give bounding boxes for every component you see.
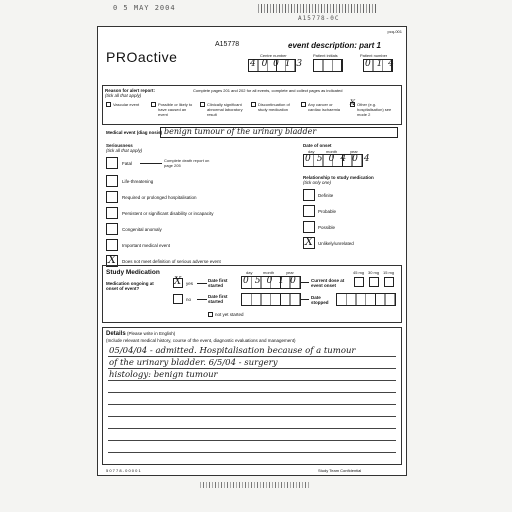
reason-label-possible: Possible or likely to have caused an event — [158, 102, 193, 117]
seriousness-sub: (tick all that apply) — [106, 148, 143, 153]
seriousness-important-box[interactable] — [106, 239, 118, 251]
reason-label-vascular: Vascular event — [113, 102, 140, 107]
relationship-definite-box[interactable] — [303, 189, 315, 201]
patient-number-label: Patient number — [360, 53, 388, 58]
dose-option-15: 15 mg — [383, 270, 395, 275]
relationship-probable-box[interactable] — [303, 205, 315, 217]
seriousness-hospitalisation-label: Required or prolonged hospitalisation — [122, 195, 197, 200]
seriousness-fatal-box[interactable] — [106, 157, 118, 169]
seriousness-heading: Seriousness — [106, 143, 133, 148]
form-id: A15778 — [215, 41, 240, 48]
details-line — [108, 428, 396, 429]
seriousness-disability-box[interactable] — [106, 207, 118, 219]
onset-day-label: day — [308, 149, 315, 154]
details-line — [108, 416, 396, 417]
ongoing-no-arrow — [197, 299, 207, 300]
relationship-heading: Relationship to study medication — [303, 175, 374, 180]
dose-45-box[interactable] — [354, 277, 364, 287]
details-text-line-1: 05/04/04 - admitted. Hospitalisation because of a tumour — [109, 346, 356, 356]
date-first-no-label: Date first started — [208, 294, 228, 304]
date-stopped-label: Date stopped — [311, 295, 329, 305]
date-first-label: Date first started — [208, 278, 228, 288]
date-stopped-arrow — [301, 299, 309, 300]
current-dose-arrow — [301, 282, 309, 283]
reason-label-discontinuation: Discontinuation of study medication — [258, 102, 290, 112]
onset-year-label: year — [350, 149, 358, 154]
study-medication-section — [102, 265, 402, 323]
date-stopped-boxes[interactable] — [336, 293, 396, 306]
patient-initials-label: Patient initials — [313, 53, 338, 58]
details-line — [108, 356, 396, 357]
reason-section — [102, 85, 402, 125]
date-first-no-boxes[interactable] — [241, 293, 301, 306]
centre-number-value: 4 0 0 1 3 — [250, 59, 304, 69]
seriousness-disability-label: Persistent or significant disability or incapacity — [122, 211, 214, 216]
reason-checkbox-other[interactable] — [350, 99, 355, 107]
patient-initials-boxes[interactable] — [313, 59, 343, 72]
details-text-line-3: histology: benign tumour — [109, 370, 218, 380]
seriousness-not-serious-label: Does not meet definition of serious adverse event — [122, 259, 221, 264]
ongoing-yes-box[interactable] — [173, 278, 183, 288]
details-heading-note: (Please write in English) — [126, 331, 176, 336]
onset-date-value: 0 5 0 4 0 4 — [305, 154, 372, 164]
reason-checkbox-vascular[interactable] — [106, 102, 111, 107]
seriousness-important-label: Important medical event — [122, 243, 171, 248]
medical-event-value: benign tumour of the urinary bladder — [164, 127, 317, 136]
reason-label-laboratory: Clinically significant abnormal laboratory result — [207, 102, 243, 117]
page-code: pcq-001 — [387, 29, 402, 34]
relationship-sub: (tick only one) — [303, 180, 332, 185]
not-yet-started-label: not yet started — [215, 312, 244, 317]
relationship-unlikely-check-mark: X — [305, 235, 313, 248]
footer-code: 5 0 7 7 8 - 0 0 0 0 1 — [106, 468, 141, 473]
details-line — [108, 392, 396, 393]
details-line — [108, 368, 396, 369]
received-date-stamp: 0 5 MAY 2004 — [113, 4, 176, 12]
proactive-logo: PROactive — [106, 49, 178, 65]
reason-sub: (tick all that apply) — [105, 93, 142, 98]
relationship-probable-label: Probable — [318, 209, 337, 214]
ongoing-yes-arrow — [197, 283, 207, 284]
reason-other-check-mark: X — [350, 99, 355, 107]
dose-option-30: 30 mg — [368, 270, 380, 275]
medical-event-label: Medical event (diag nosis) — [106, 130, 163, 135]
seriousness-hospitalisation-box[interactable] — [106, 191, 118, 203]
relationship-possible-box[interactable] — [303, 221, 315, 233]
current-dose-label: Current dose at event onset — [311, 278, 345, 288]
reason-checkbox-discontinuation[interactable] — [251, 102, 256, 107]
reason-checkbox-laboratory[interactable] — [200, 102, 205, 107]
details-heading-row — [106, 331, 175, 337]
seriousness-fatal-label: Fatal — [122, 161, 133, 166]
onset-heading: Date of onset — [303, 143, 332, 148]
reason-label-cancer: Any cancer or cardiac ischaemia — [308, 102, 341, 112]
details-text-line-2: of the urinary bladder. 6/5/04 - surgery — [109, 358, 278, 368]
ongoing-yes-label: yes — [186, 281, 194, 286]
barcode — [258, 4, 378, 13]
medication-ongoing-label: Medication ongoing at onset of event? — [106, 281, 154, 291]
event-description-form — [97, 26, 407, 476]
seriousness-congenital-box[interactable] — [106, 223, 118, 235]
dose-15-box[interactable] — [384, 277, 394, 287]
date-first-month-label: month — [263, 270, 275, 275]
ongoing-no-label: no — [186, 297, 192, 302]
seriousness-life-threatening-label: Life-threatening — [122, 179, 154, 184]
onset-month-label: month — [326, 149, 338, 154]
details-sub: (Include relevant medical history, course of the event, diagnostic evaluations and management) — [106, 338, 296, 343]
bottom-barcode — [200, 482, 310, 488]
study-medication-heading: Study Medication — [106, 269, 160, 276]
patient-number-value: 0 1 4 — [365, 59, 396, 69]
details-line — [108, 404, 396, 405]
footer-confidential: Study Team Confidential — [318, 468, 362, 473]
dose-option-45: 45 mg — [353, 270, 365, 275]
seriousness-not-serious-check-mark: X — [108, 253, 116, 266]
centre-number-label: Centre number — [260, 53, 287, 58]
seriousness-fatal-note: Complete death report on page 205 — [164, 158, 210, 168]
relationship-possible-label: Possible — [318, 225, 336, 230]
form-title: event description: part 1 — [288, 41, 381, 50]
date-first-year-label: year — [286, 270, 294, 275]
details-line — [108, 440, 396, 441]
relationship-unlikely-label: Unlikely/unrelated — [318, 241, 354, 246]
reason-label-other: Other (e.g. hospitalisation) see mode 2 — [357, 102, 392, 117]
seriousness-life-threatening-box[interactable] — [106, 175, 118, 187]
date-first-day-label: day — [246, 270, 253, 275]
reference-stamp: A15778-0C — [298, 15, 340, 22]
reason-checkbox-cancer[interactable] — [301, 102, 306, 107]
reason-instruction: Complete pages 201 and 202 for all events, complete and collect pages as indicated — [193, 88, 343, 93]
ongoing-no-box[interactable] — [173, 294, 183, 304]
details-line — [108, 380, 396, 381]
seriousness-congenital-label: Congenital anomaly — [122, 227, 162, 232]
details-heading: Details — [106, 331, 126, 337]
seriousness-fatal-arrow — [140, 163, 162, 164]
ongoing-yes-check-mark: X — [174, 276, 182, 287]
relationship-unlikely-box[interactable] — [303, 237, 315, 249]
details-section — [102, 327, 402, 465]
reason-heading: Reason for alert report: — [105, 88, 156, 93]
dose-30-box[interactable] — [369, 277, 379, 287]
date-first-value: 0 5 0 1 0 — [243, 276, 298, 286]
details-line — [108, 452, 396, 453]
reason-checkbox-possible[interactable] — [151, 102, 156, 107]
relationship-definite-label: Definite — [318, 193, 334, 198]
not-yet-started-checkbox[interactable] — [208, 312, 213, 317]
